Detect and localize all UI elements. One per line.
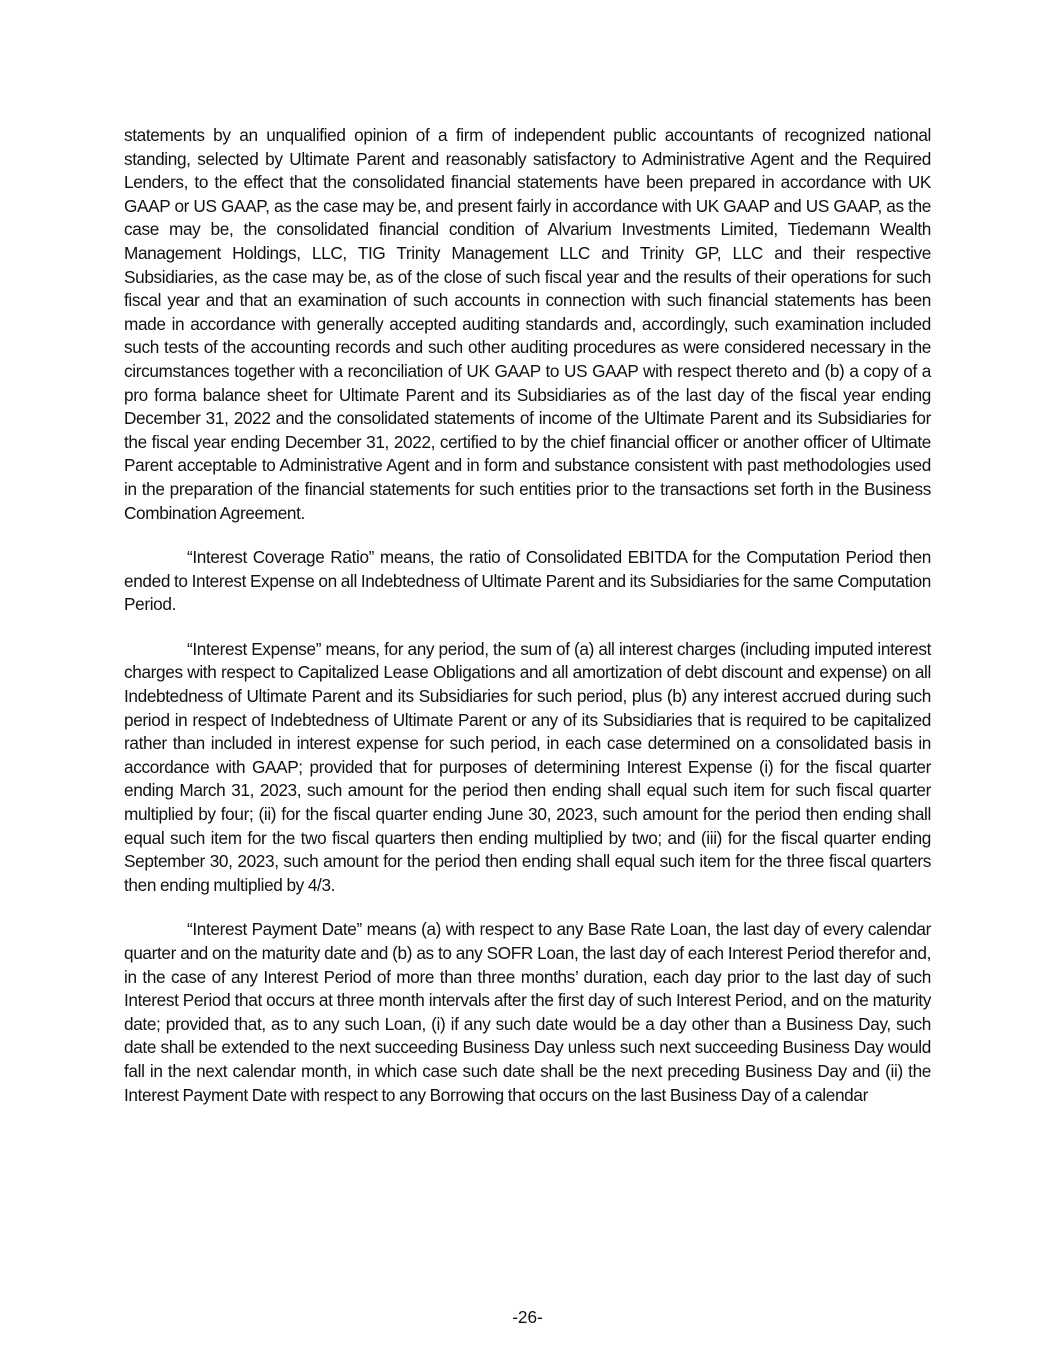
- definition-interest-coverage-ratio: [124, 546, 931, 617]
- page-number: -26-: [512, 1307, 543, 1327]
- definition-interest-expense: [124, 638, 931, 898]
- definition-text: means, the ratio of Consolidated EBITDA for the Computation Period then ended to Interest Expense on all Indebtedness of Ultimate Parent and its Subsidiaries for the same Computation Period.: [124, 547, 931, 615]
- defined-term: “Interest Coverage Ratio”: [187, 547, 375, 568]
- defined-term: “Interest Payment Date”: [187, 919, 362, 940]
- defined-term: “Interest Expense”: [187, 638, 322, 659]
- document-body: [124, 124, 931, 1128]
- definition-interest-payment-date: [124, 918, 931, 1107]
- continuation-paragraph: statements by an unqualified opinion of a firm of independent public accountants of recognized national standing, selected by Ultimate Parent and reasonably satisfactory to Administrative Agent and the Required Lenders, to the effect that the consolidated financial statements have been prepared in accordance with UK GAAP or US GAAP, as the case may be, and present fairly in accordance with UK GAAP and US GAAP, as the case may be, the consolidated financial condition of Alvarium Investments Limited, Tiedemann Wealth Management Holdings, LLC, TIG Trinity Management LLC and Trinity GP, LLC and their respective Subsidiaries, as the case may be, as of the close of such fiscal year and the results of their operations for such fiscal year and that an examination of such accounts in connection with such financial statements has been made in accordance with generally accepted auditing standards and, accordingly, such examination included such tests of the accounting records and such other auditing procedures as were considered necessary in the circumstances together with a reconciliation of UK GAAP to US GAAP with respect thereto and (b) a copy of a pro forma balance sheet for Ultimate Parent and its Subsidiaries as of the last day of the fiscal year ending December 31, 2022 and the consolidated statements of income of the Ultimate Parent and its Subsidiaries for the fiscal year ending December 31, 2022, certified to by the chief financial officer or another officer of Ultimate Parent acceptable to Administrative Agent and in form and substance consistent with past methodologies used in the preparation of the financial statements for such entities prior to the transactions set forth in the Business Combination Agreement.: [124, 125, 931, 523]
- definition-text: means, for any period, the sum of (a) all interest charges (including imputed interest charges with respect to Capitalized Lease Obligations and all amortization of debt discount and expense) on all Indebtedness of Ultimate Parent and its Subsidiaries for such period, plus (b) any interest accrued during such period in respect of Indebtedness of Ultimate Parent or any of its Subsidiaries that is required to be capitalized rather than included in interest expense for such period, in each case determined on a consolidated basis in accordance with GAAP; provided that for purposes of determining Interest Expense (i) for the fiscal quarter ending March 31, 2023, such amount for the period then ending shall equal such item for such fiscal quarter multiplied by four; (ii) for the fiscal quarter ending June 30, 2023, such amount for the period then ending shall equal such item for the two fiscal quarters then ending multiplied by two; and (iii) for the fiscal quarter ending September 30, 2023, such amount for the period then ending shall equal such item for the three fiscal quarters then ending multiplied by 4/3.: [124, 638, 931, 895]
- definition-text: means (a) with respect to any Base Rate Loan, the last day of every calendar quarter and on the maturity date and (b) as to any SOFR Loan, the last day of each Interest Period therefor and, in the case of any Interest Period of more than three months’ duration, each day prior to the last day of such Interest Period that occurs at three month intervals after the first day of such Interest Period, and on the maturity date; provided that, as to any such Loan, (i) if any such date would be a day other than a Business Day, such date shall be extended to the next succeeding Business Day unless such next succeeding Business Day would fall in the next calendar month, in which case such date shall be the next preceding Business Day and (ii) the Interest Payment Date with respect to any Borrowing that occurs on the last Business Day of a calendar: [124, 919, 931, 1105]
